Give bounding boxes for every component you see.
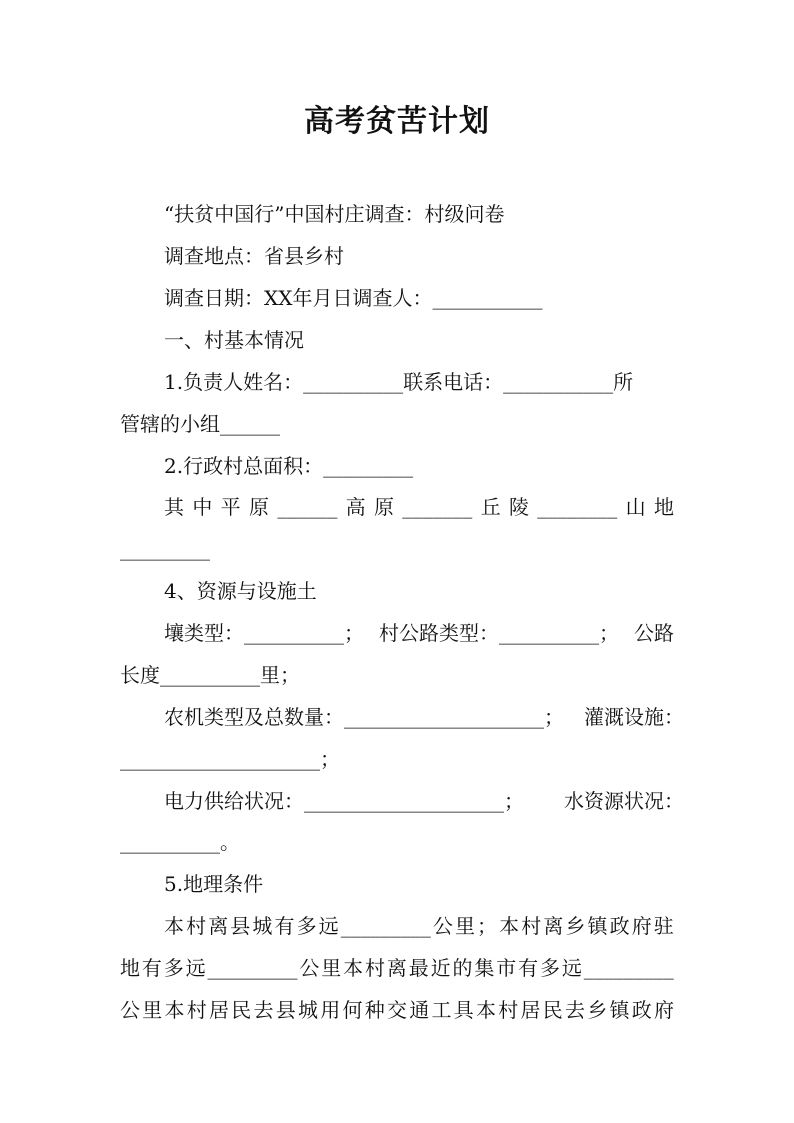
distance-part: 有 xyxy=(274,914,295,938)
distance-part: ； xyxy=(477,914,498,938)
terrain-part: 其 xyxy=(164,495,184,519)
distance-part: 府 xyxy=(654,998,674,1022)
distance-part: 城 xyxy=(252,914,273,938)
distance-part: 何 xyxy=(342,998,363,1022)
machinery-part: 灌溉设施： xyxy=(584,705,684,729)
distance-part: 本 xyxy=(164,914,184,938)
distance-part: 离 xyxy=(543,914,564,938)
distance-part: 交 xyxy=(387,998,407,1022)
distance-part: 用 xyxy=(320,998,341,1022)
distance-part: 公 xyxy=(432,914,453,938)
section-heading-1: 一、村基本情况 xyxy=(164,328,304,352)
distance-part: _________ xyxy=(207,956,298,980)
terrain-part: 高 xyxy=(345,495,366,519)
document-title: 高考贫苦计划 xyxy=(304,104,490,139)
distance-part: _________ xyxy=(340,914,431,938)
area-line: 2.行政村总面积：_________ xyxy=(164,454,414,478)
distance-part: 县 xyxy=(230,914,251,938)
distance-part: 地 xyxy=(120,956,140,980)
soil-road-part: 壤类型：__________； xyxy=(164,621,364,645)
distance-part: 村 xyxy=(521,914,542,938)
terrain-part: 陵 xyxy=(508,495,529,519)
power-water-part: 水资源状况： xyxy=(564,789,684,813)
distance-part: 具 xyxy=(453,998,474,1022)
distance-part: 有 xyxy=(518,956,539,980)
distance-part: 公 xyxy=(120,998,140,1022)
distance-part: 市 xyxy=(496,956,517,980)
soil-road-line xyxy=(164,620,674,646)
contact-line-cont: 管辖的小组______ xyxy=(120,412,280,436)
terrain-part: _______ xyxy=(402,495,473,519)
section-heading-4: 4、资源与设施土 xyxy=(164,579,317,603)
distance-part: 有 xyxy=(141,956,162,980)
distance-part: 集 xyxy=(474,956,495,980)
terrain-part: ________ xyxy=(537,495,618,519)
contact-line: 1.负责人姓名：__________联系电话：___________所 xyxy=(164,370,634,394)
machinery-line xyxy=(164,704,684,730)
distance-part: 离 xyxy=(208,914,229,938)
distance-part: 府 xyxy=(631,914,652,938)
distance-part: 通 xyxy=(409,998,430,1022)
distance-part: 工 xyxy=(431,998,452,1022)
distance-part: 远 xyxy=(561,956,582,980)
distance-part: 里 xyxy=(454,914,475,938)
distance-part: 镇 xyxy=(609,998,630,1022)
survey-location: 调查地点：省县乡村 xyxy=(164,244,344,268)
distance-part: 公 xyxy=(299,956,320,980)
distance-part: 的 xyxy=(452,956,473,980)
terrain-part: ______ xyxy=(277,495,338,519)
terrain-part: 中 xyxy=(192,495,213,519)
survey-date: 调查日期：XX年月日调查人：___________ xyxy=(164,286,543,310)
distance-part: 村 xyxy=(365,956,385,980)
terrain-line-cont: _________ xyxy=(120,537,210,561)
distance-part: 村 xyxy=(186,914,207,938)
terrain-part: 山 xyxy=(625,495,646,519)
distance-part: 本 xyxy=(164,998,185,1022)
distance-part: 多 xyxy=(296,914,317,938)
distance-part: 民 xyxy=(231,998,252,1022)
distance-part: 乡 xyxy=(565,914,586,938)
distance-part: 去 xyxy=(565,998,585,1022)
soil-road-part: 公路 xyxy=(634,621,674,645)
distance-part: 政 xyxy=(609,914,630,938)
distance-part: 里 xyxy=(142,998,163,1022)
distance-part: 村 xyxy=(186,998,207,1022)
distance-part: 去 xyxy=(253,998,274,1022)
distance-part: 政 xyxy=(631,998,652,1022)
terrain-part: 原 xyxy=(373,495,394,519)
terrain-part: 平 xyxy=(220,495,241,519)
survey-heading: “扶贫中国行”中国村庄调查：村级问卷 xyxy=(164,202,505,226)
distance-part: 镇 xyxy=(587,914,608,938)
terrain-part: 原 xyxy=(248,495,269,519)
distance-part: 离 xyxy=(386,956,407,980)
distance-part: 远 xyxy=(318,914,339,938)
distance-part: 居 xyxy=(520,998,541,1022)
distance-part: 本 xyxy=(476,998,496,1022)
distance-part: 本 xyxy=(499,914,520,938)
distance-part: 最 xyxy=(408,956,429,980)
distance-part: 里 xyxy=(321,956,342,980)
distance-part: 城 xyxy=(298,998,318,1022)
power-water-part: 电力供给状况：____________________； xyxy=(164,789,524,813)
distance-part: _________ xyxy=(583,956,674,980)
distance-part: 多 xyxy=(163,956,184,980)
section-heading-5: 5.地理条件 xyxy=(164,872,264,896)
distance-part: 远 xyxy=(185,956,206,980)
distance-part: 民 xyxy=(542,998,563,1022)
distance-part: 本 xyxy=(343,956,364,980)
distance-part: 乡 xyxy=(587,998,608,1022)
road-length-line: 长度__________里； xyxy=(120,663,300,687)
distance-part: 县 xyxy=(275,998,296,1022)
soil-road-part: 村公路类型：__________； xyxy=(379,621,619,645)
distance-part: 驻 xyxy=(653,914,674,938)
machinery-part: 农机类型及总数量：____________________； xyxy=(164,705,564,729)
distance-part: 多 xyxy=(540,956,560,980)
distance-line-3 xyxy=(120,997,674,1023)
water-line-cont: __________。 xyxy=(120,830,240,854)
distance-part: 近 xyxy=(430,956,451,980)
distance-part: 村 xyxy=(498,998,519,1022)
terrain-line xyxy=(164,494,674,520)
terrain-part: 地 xyxy=(653,495,674,519)
irrigation-line-cont: ____________________； xyxy=(120,747,340,771)
power-water-line xyxy=(164,788,684,814)
distance-line-2 xyxy=(120,955,674,981)
distance-part: 种 xyxy=(364,998,385,1022)
distance-line-1 xyxy=(164,913,674,939)
distance-part: 居 xyxy=(209,998,229,1022)
terrain-part: 丘 xyxy=(480,495,501,519)
